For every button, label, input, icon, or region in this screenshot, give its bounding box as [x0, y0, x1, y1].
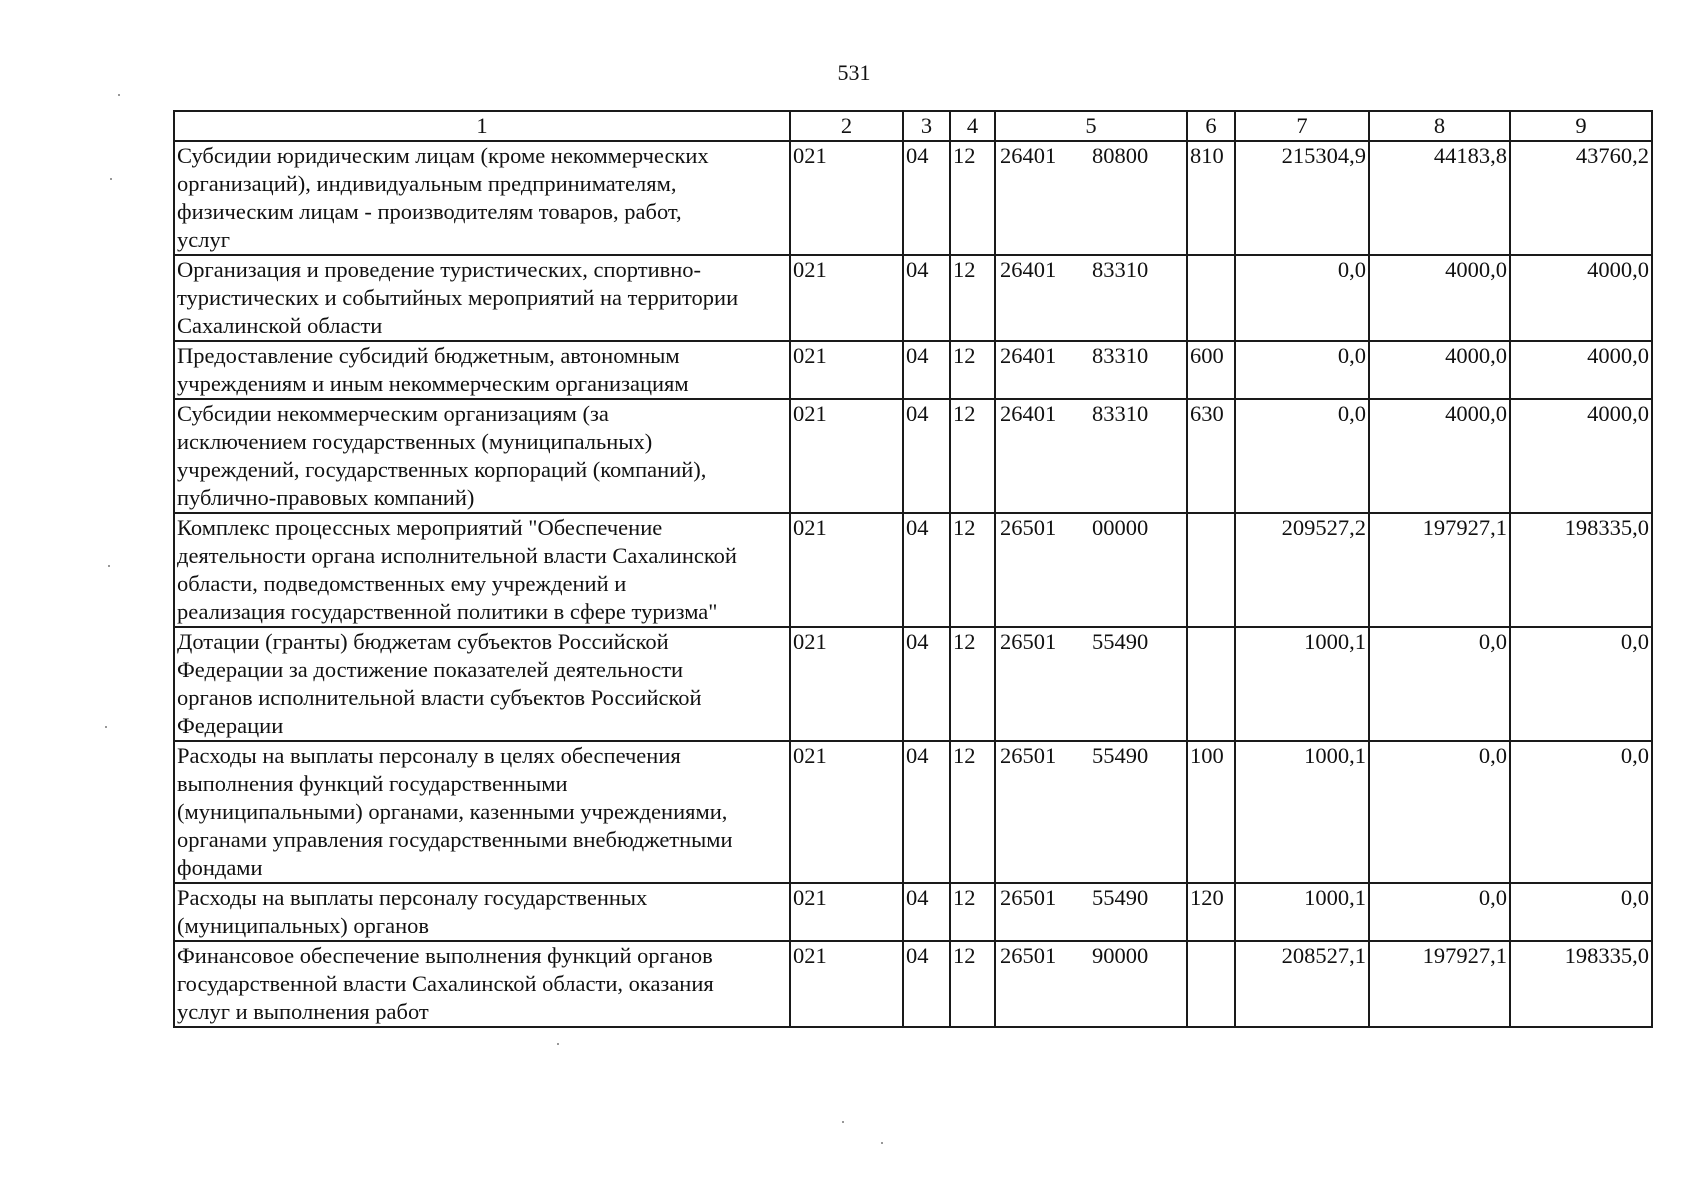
section-code-cell: 04: [903, 141, 950, 255]
amount-col7-cell: 0,0: [1235, 255, 1369, 341]
expense-type-cell: 120: [1187, 883, 1235, 941]
expense-type-cell: [1187, 513, 1235, 627]
target-article-cell: [995, 341, 1187, 399]
amount-col9-cell: 198335,0: [1510, 941, 1652, 1027]
amount-col8-cell: 4000,0: [1369, 255, 1510, 341]
amount-col9-cell: 43760,2: [1510, 141, 1652, 255]
subsection-code-cell: 12: [950, 399, 995, 513]
expense-type-cell: 600: [1187, 341, 1235, 399]
amount-col8-cell: 44183,8: [1369, 141, 1510, 255]
table-row: [174, 341, 1652, 399]
subsection-code-cell: 12: [950, 141, 995, 255]
target-article-cell: [995, 255, 1187, 341]
amount-col8-cell: 0,0: [1369, 883, 1510, 941]
direction-code: 55490: [1092, 743, 1149, 768]
amount-col7-cell: 1000,1: [1235, 883, 1369, 941]
description-cell: Предоставление субсидий бюджетным, автономным учреждениям и иным некоммерческим организациям: [174, 341, 790, 399]
ministry-code-cell: 021: [790, 627, 903, 741]
amount-col7-cell: 208527,1: [1235, 941, 1369, 1027]
description-cell: Субсидии юридическим лицам (кроме некоммерческих организаций), индивидуальным предпринимателям, физическим лицам - производителям товаров, работ, услуг: [174, 141, 790, 255]
ministry-code-cell: 021: [790, 741, 903, 883]
expense-type-cell: 100: [1187, 741, 1235, 883]
description-cell: Финансовое обеспечение выполнения функций органов государственной власти Сахалинской области, оказания услуг и выполнения работ: [174, 941, 790, 1027]
target-article-cell: [995, 399, 1187, 513]
target-article-cell: [995, 513, 1187, 627]
expense-type-cell: 810: [1187, 141, 1235, 255]
amount-col9-cell: 4000,0: [1510, 399, 1652, 513]
expense-type-cell: [1187, 627, 1235, 741]
table-row: [174, 255, 1652, 341]
amount-col7-cell: 1000,1: [1235, 741, 1369, 883]
program-code: 26501: [1000, 885, 1057, 910]
scan-speck: [105, 726, 107, 728]
header-cell: 4: [950, 111, 995, 141]
scan-speck: [557, 1043, 559, 1045]
header-cell: 2: [790, 111, 903, 141]
section-code-cell: 04: [903, 341, 950, 399]
ministry-code-cell: 021: [790, 141, 903, 255]
amount-col7-cell: 215304,9: [1235, 141, 1369, 255]
amount-col9-cell: 4000,0: [1510, 341, 1652, 399]
direction-code: 55490: [1092, 629, 1149, 654]
ministry-code-cell: 021: [790, 255, 903, 341]
section-code-cell: 04: [903, 513, 950, 627]
target-article-cell: [995, 741, 1187, 883]
amount-col9-cell: 0,0: [1510, 627, 1652, 741]
table-row: [174, 141, 1652, 255]
section-code-cell: 04: [903, 255, 950, 341]
header-cell: 7: [1235, 111, 1369, 141]
amount-col9-cell: 198335,0: [1510, 513, 1652, 627]
section-code-cell: 04: [903, 627, 950, 741]
table-row: [174, 627, 1652, 741]
section-code-cell: 04: [903, 741, 950, 883]
ministry-code-cell: 021: [790, 399, 903, 513]
expense-type-cell: 630: [1187, 399, 1235, 513]
target-article-cell: [995, 141, 1187, 255]
description-cell: Расходы на выплаты персоналу государственных (муниципальных) органов: [174, 883, 790, 941]
amount-col9-cell: 4000,0: [1510, 255, 1652, 341]
scan-speck: [881, 1142, 883, 1144]
program-code: 26501: [1000, 943, 1057, 968]
table-row: [174, 513, 1652, 627]
scan-speck: [108, 565, 110, 567]
amount-col7-cell: 0,0: [1235, 341, 1369, 399]
table-row: [174, 883, 1652, 941]
subsection-code-cell: 12: [950, 883, 995, 941]
table-row: [174, 399, 1652, 513]
table-header-row: [174, 111, 1652, 141]
program-code: 26501: [1000, 515, 1057, 540]
ministry-code-cell: 021: [790, 883, 903, 941]
amount-col7-cell: 1000,1: [1235, 627, 1369, 741]
subsection-code-cell: 12: [950, 741, 995, 883]
table-row: [174, 741, 1652, 883]
description-cell: Дотации (гранты) бюджетам субъектов Российской Федерации за достижение показателей деятельности органов исполнительной власти субъектов Российской Федерации: [174, 627, 790, 741]
direction-code: 83310: [1092, 343, 1149, 368]
direction-code: 55490: [1092, 885, 1149, 910]
scan-speck: [118, 94, 120, 96]
ministry-code-cell: 021: [790, 941, 903, 1027]
program-code: 26401: [1000, 143, 1057, 168]
target-article-cell: [995, 627, 1187, 741]
header-cell: 8: [1369, 111, 1510, 141]
scan-speck: [110, 178, 112, 180]
subsection-code-cell: 12: [950, 627, 995, 741]
table-row: [174, 941, 1652, 1027]
subsection-code-cell: 12: [950, 255, 995, 341]
description-cell: Субсидии некоммерческим организациям (за исключением государственных (муниципальных) учреждений, государственных корпораций (компаний), публично-правовых компаний): [174, 399, 790, 513]
direction-code: 80800: [1092, 143, 1149, 168]
amount-col8-cell: 4000,0: [1369, 341, 1510, 399]
target-article-cell: [995, 883, 1187, 941]
ministry-code-cell: 021: [790, 341, 903, 399]
header-cell: 6: [1187, 111, 1235, 141]
expense-type-cell: [1187, 941, 1235, 1027]
direction-code: 83310: [1092, 257, 1149, 282]
section-code-cell: 04: [903, 941, 950, 1027]
direction-code: 83310: [1092, 401, 1149, 426]
program-code: 26501: [1000, 743, 1057, 768]
direction-code: 90000: [1092, 943, 1149, 968]
subsection-code-cell: 12: [950, 341, 995, 399]
description-cell: Расходы на выплаты персоналу в целях обеспечения выполнения функций государственными (муниципальными) органами, казенными учреждениями, органами управления государственными внебюджетными фондами: [174, 741, 790, 883]
subsection-code-cell: 12: [950, 513, 995, 627]
program-code: 26401: [1000, 257, 1057, 282]
header-cell: 3: [903, 111, 950, 141]
description-cell: Организация и проведение туристических, спортивно- туристических и событийных мероприятий на территории Сахалинской области: [174, 255, 790, 341]
scan-speck: [842, 1121, 844, 1123]
amount-col7-cell: 0,0: [1235, 399, 1369, 513]
amount-col8-cell: 197927,1: [1369, 513, 1510, 627]
description-cell: Комплекс процессных мероприятий "Обеспечение деятельности органа исполнительной власти Сахалинской области, подведомственных ему учреждений и реализация государственной политики в сфере туризма": [174, 513, 790, 627]
amount-col9-cell: 0,0: [1510, 741, 1652, 883]
budget-table: [173, 110, 1653, 1028]
section-code-cell: 04: [903, 883, 950, 941]
expense-type-cell: [1187, 255, 1235, 341]
program-code: 26401: [1000, 343, 1057, 368]
target-article-cell: [995, 941, 1187, 1027]
program-code: 26501: [1000, 629, 1057, 654]
amount-col9-cell: 0,0: [1510, 883, 1652, 941]
page-number: 531: [837, 60, 871, 85]
header-cell: 1: [174, 111, 790, 141]
program-code: 26401: [1000, 401, 1057, 426]
header-cell: 5: [995, 111, 1187, 141]
ministry-code-cell: 021: [790, 513, 903, 627]
section-code-cell: 04: [903, 399, 950, 513]
direction-code: 00000: [1092, 515, 1149, 540]
subsection-code-cell: 12: [950, 941, 995, 1027]
amount-col8-cell: 197927,1: [1369, 941, 1510, 1027]
amount-col8-cell: 0,0: [1369, 627, 1510, 741]
amount-col7-cell: 209527,2: [1235, 513, 1369, 627]
header-cell: 9: [1510, 111, 1652, 141]
amount-col8-cell: 4000,0: [1369, 399, 1510, 513]
amount-col8-cell: 0,0: [1369, 741, 1510, 883]
